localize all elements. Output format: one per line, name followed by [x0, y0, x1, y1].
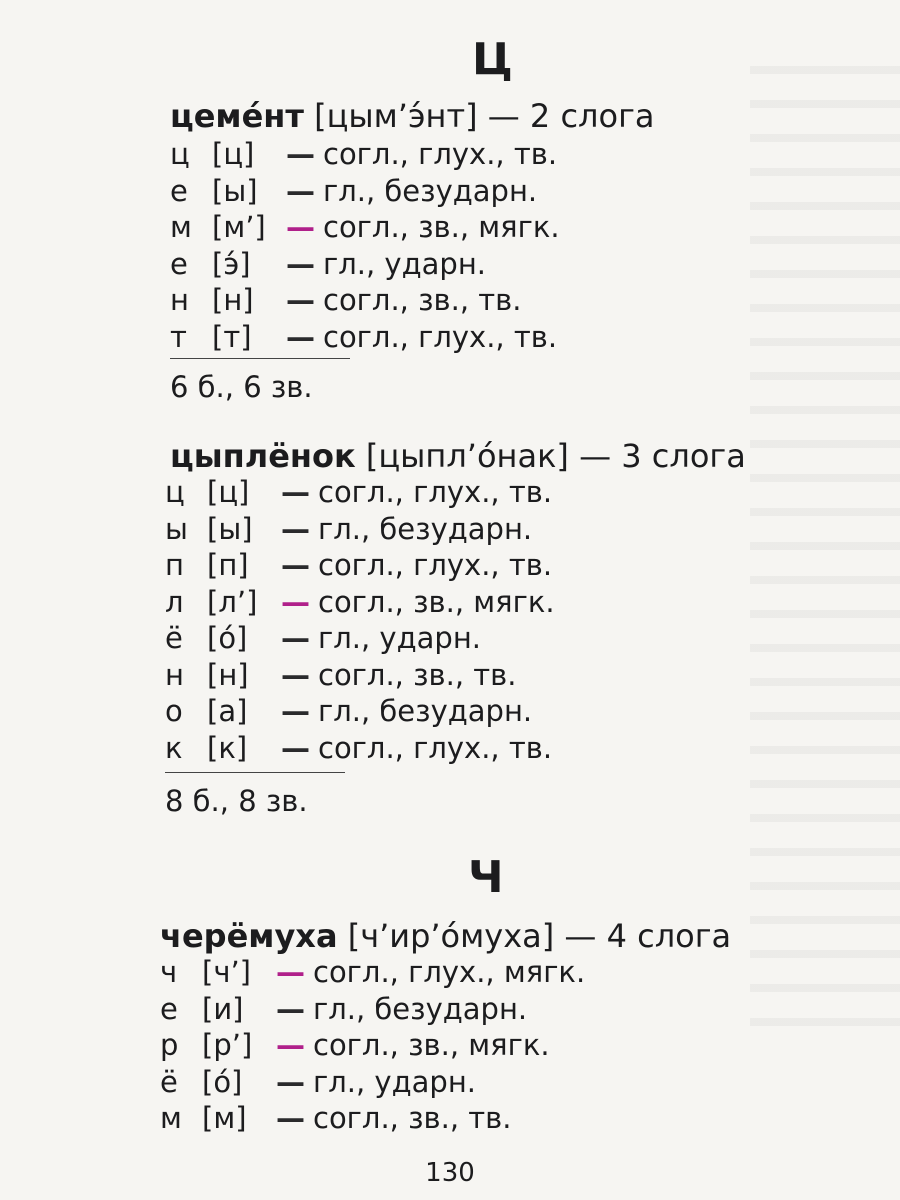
phoneme: [м] — [202, 1101, 247, 1135]
letter-row — [170, 137, 558, 171]
letter-char: о — [165, 694, 183, 728]
dash-marker: — — [286, 137, 315, 171]
dash-marker: — — [286, 173, 315, 208]
letter-char: к — [165, 730, 183, 765]
transcription: [ч’ир’о́муха] — [347, 917, 555, 955]
letter-char: е — [170, 173, 188, 208]
phoneme: [о́] — [202, 1064, 243, 1099]
sound-description: гл., безударн. — [313, 991, 528, 1026]
entry-headline — [170, 97, 655, 135]
letter-row — [160, 991, 528, 1026]
dash-marker: — — [281, 694, 310, 728]
letter-char: ё — [165, 621, 183, 655]
letter-row — [160, 1101, 512, 1135]
entry-headline — [170, 437, 746, 475]
phoneme: [ц] — [207, 475, 250, 509]
section-letter-ch: Ч — [468, 852, 504, 903]
sound-description: согл., глух., мягк. — [313, 955, 586, 989]
phoneme: [т] — [212, 319, 252, 354]
phoneme: [э́] — [212, 246, 251, 281]
entry-headline — [160, 917, 732, 955]
letter-char: м — [160, 1101, 182, 1135]
letter-row — [165, 621, 481, 655]
sound-description: согл., зв., тв. — [318, 657, 517, 692]
dash-marker: — — [276, 1064, 305, 1099]
letter-row — [170, 319, 558, 354]
transcription: [цым’э́нт] — [314, 97, 478, 135]
section-letter-ts: Ц — [472, 34, 513, 85]
letter-char: п — [165, 548, 184, 582]
letter-row — [165, 511, 533, 546]
total-divider — [165, 772, 345, 773]
page-number: 130 — [425, 1158, 475, 1188]
dash-marker: — — [276, 1101, 305, 1135]
letter-char: ё — [160, 1064, 178, 1099]
letter-char: т — [170, 319, 187, 354]
letter-char: ц — [170, 137, 190, 171]
sound-description: согл., глух., тв. — [318, 548, 553, 582]
phoneme: [н] — [212, 283, 254, 317]
letter-char: е — [170, 246, 188, 281]
dash-marker: — — [281, 730, 310, 765]
dash-marker: — — [276, 991, 305, 1026]
letter-row — [165, 584, 555, 619]
letter-char: ч — [160, 955, 178, 989]
dash-marker: — — [281, 584, 310, 619]
letter-char: р — [160, 1028, 179, 1062]
headword: цыплёнок — [170, 437, 356, 475]
sound-description: гл., ударн. — [318, 621, 481, 655]
phoneme: [н] — [207, 657, 249, 692]
letter-row — [165, 548, 553, 582]
letter-char: м — [170, 210, 192, 244]
sound-description: согл., глух., тв. — [323, 137, 558, 171]
sound-description: согл., зв., тв. — [323, 283, 522, 317]
letter-row — [165, 730, 553, 765]
total-divider — [170, 358, 350, 359]
sound-description: согл., зв., мягк. — [323, 210, 560, 244]
sound-description: согл., зв., мягк. — [313, 1028, 550, 1062]
dash-marker: — — [281, 475, 310, 509]
phoneme: [ы] — [212, 173, 258, 208]
letter-row — [165, 694, 533, 728]
phoneme: [л’] — [207, 584, 258, 619]
sound-description: гл., ударн. — [313, 1064, 476, 1099]
phoneme: [о́] — [207, 621, 248, 655]
letter-sound-total: 8 б., 8 зв. — [165, 784, 308, 818]
phoneme: [ц] — [212, 137, 255, 171]
sound-description: согл., глух., тв. — [318, 475, 553, 509]
phoneme: [к] — [207, 730, 248, 765]
sound-description: согл., зв., тв. — [313, 1101, 512, 1135]
dash-marker: — — [281, 621, 310, 655]
phoneme: [м’] — [212, 210, 266, 244]
letter-row — [160, 955, 586, 989]
dash-marker: — — [276, 955, 305, 989]
headword: черёмуха — [160, 917, 338, 955]
phoneme: [а] — [207, 694, 248, 728]
sound-description: согл., глух., тв. — [323, 319, 558, 354]
letter-row — [170, 210, 560, 244]
phoneme: [р’] — [202, 1028, 253, 1062]
phoneme: [ч’] — [202, 955, 251, 989]
dash-marker: — — [286, 210, 315, 244]
dash-marker: — — [281, 511, 310, 546]
syllable-count: — 3 слога — [579, 437, 746, 475]
dash-marker: — — [276, 1028, 305, 1062]
sound-description: гл., безударн. — [318, 694, 533, 728]
letter-char: ц — [165, 475, 185, 509]
letter-row — [170, 283, 522, 317]
dash-marker: — — [286, 246, 315, 281]
sound-description: согл., зв., мягк. — [318, 584, 555, 619]
headword: цеме́нт — [170, 97, 304, 135]
letter-row — [170, 173, 538, 208]
sound-description: гл., ударн. — [323, 246, 486, 281]
letter-sound-total: 6 б., 6 зв. — [170, 370, 313, 404]
transcription: [цыпл’о́нак] — [365, 437, 569, 475]
letter-row — [165, 475, 553, 509]
dash-marker: — — [281, 548, 310, 582]
letter-char: л — [165, 584, 184, 619]
sound-description: гл., безударн. — [318, 511, 533, 546]
letter-char: н — [165, 657, 184, 692]
letter-char: н — [170, 283, 189, 317]
sound-description: согл., глух., тв. — [318, 730, 553, 765]
letter-row — [160, 1028, 550, 1062]
dash-marker: — — [281, 657, 310, 692]
sound-description: гл., безударн. — [323, 173, 538, 208]
letter-row — [165, 657, 517, 692]
phoneme: [и] — [202, 991, 244, 1026]
phoneme: [п] — [207, 548, 249, 582]
phoneme: [ы] — [207, 511, 253, 546]
letter-row — [170, 246, 486, 281]
syllable-count: — 4 слога — [564, 917, 732, 955]
dash-marker: — — [286, 283, 315, 317]
syllable-count: — 2 слога — [487, 97, 655, 135]
letter-char: ы — [165, 511, 188, 546]
letter-char: е — [160, 991, 178, 1026]
letter-row — [160, 1064, 476, 1099]
dash-marker: — — [286, 319, 315, 354]
